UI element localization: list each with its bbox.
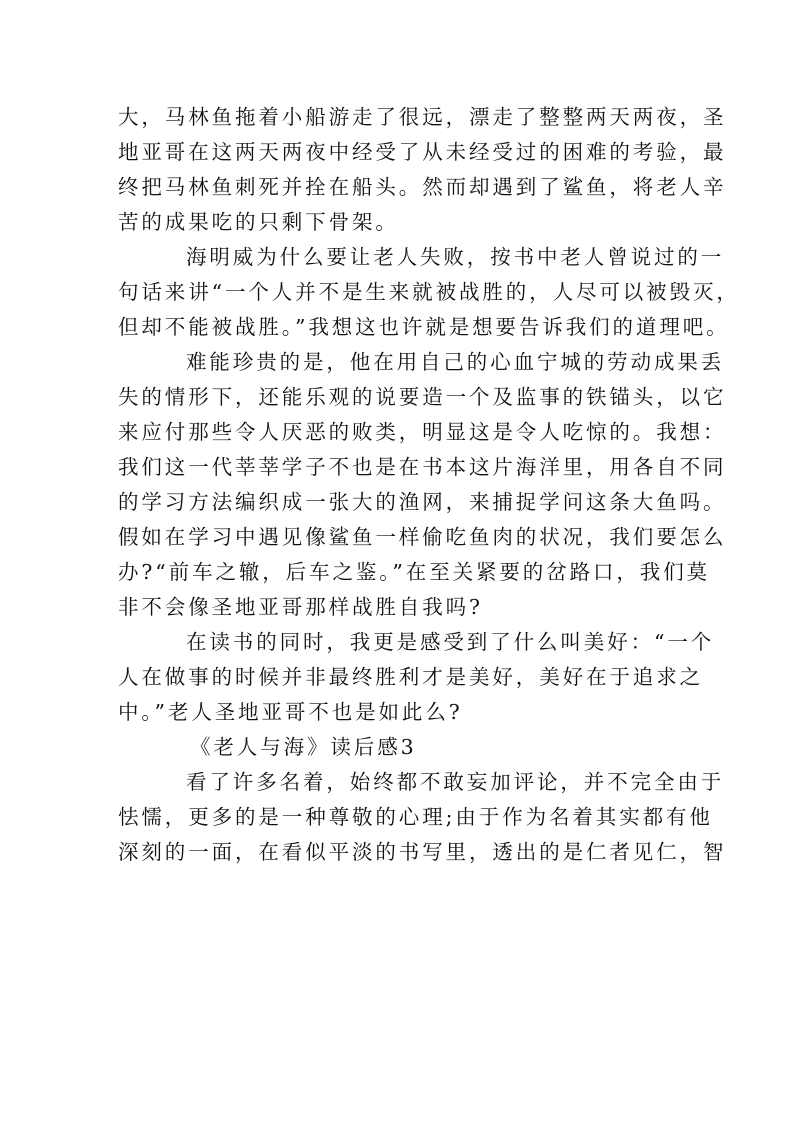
text-line: 人在做事的时候并非最终胜利才是美好，美好在于追求之 [118, 665, 703, 689]
text-line: 失的情形下，还能乐观的说要造一个及监事的铁锚头，以它 [118, 385, 727, 409]
text-line: 苦的成果吃的只剩下骨架。 [118, 210, 399, 234]
text-line: 来应付那些令人厌恶的败类，明显这是令人吃惊的。我想： [118, 420, 727, 444]
paragraph-start-line: 难能珍贵的是，他在用自己的心血宁城的劳动成果丢 [186, 350, 725, 374]
text-line: 但却不能被战胜。”我想这也许就是想要告诉我们的道理吧。 [118, 315, 730, 339]
text-line: 我们这一代莘莘学子不也是在书本这片海洋里，用各自不同 [118, 455, 727, 479]
text-line: 大，马林鱼拖着小船游走了很远，漂走了整整两天两夜，圣 [118, 105, 727, 129]
text-line: 办?“前车之辙，后车之鉴。”在至关紧要的岔路口，我们莫 [118, 560, 710, 584]
paragraph-start-line: 看了许多名着，始终都不敢妄加评论，并不完全由于 [186, 770, 725, 794]
text-line: 句话来讲“一个人并不是生来就被战胜的，人尽可以被毁灭， [118, 280, 740, 304]
text-line: 的学习方法编织成一张大的渔网，来捕捉学问这条大鱼吗。 [118, 490, 727, 514]
text-line: 地亚哥在这两天两夜中经受了从未经受过的困难的考验，最 [118, 140, 727, 164]
paragraph-start-line: 海明威为什么要让老人失败，按书中老人曾说过的一 [186, 245, 725, 269]
text-line: 假如在学习中遇见像鲨鱼一样偷吃鱼肉的状况，我们要怎么 [118, 525, 727, 549]
text-line: 中。”老人圣地亚哥不也是如此么? [118, 700, 463, 724]
text-line: 非不会像圣地亚哥那样战胜自我吗? [118, 595, 483, 619]
section-heading: 《老人与海》读后感3 [190, 735, 417, 759]
body-text [118, 100, 740, 870]
text-line: 终把马林鱼刺死并拴在船头。然而却遇到了鲨鱼，将老人辛 [118, 175, 727, 199]
paragraph-start-line: 在读书的同时，我更是感受到了什么叫美好：“一个 [186, 630, 715, 654]
text-line: 深刻的一面，在看似平淡的书写里，透出的是仁者见仁，智 [118, 840, 727, 864]
text-line: 怯懦，更多的是一种尊敬的心理;由于作为名着其实都有他 [118, 805, 713, 829]
